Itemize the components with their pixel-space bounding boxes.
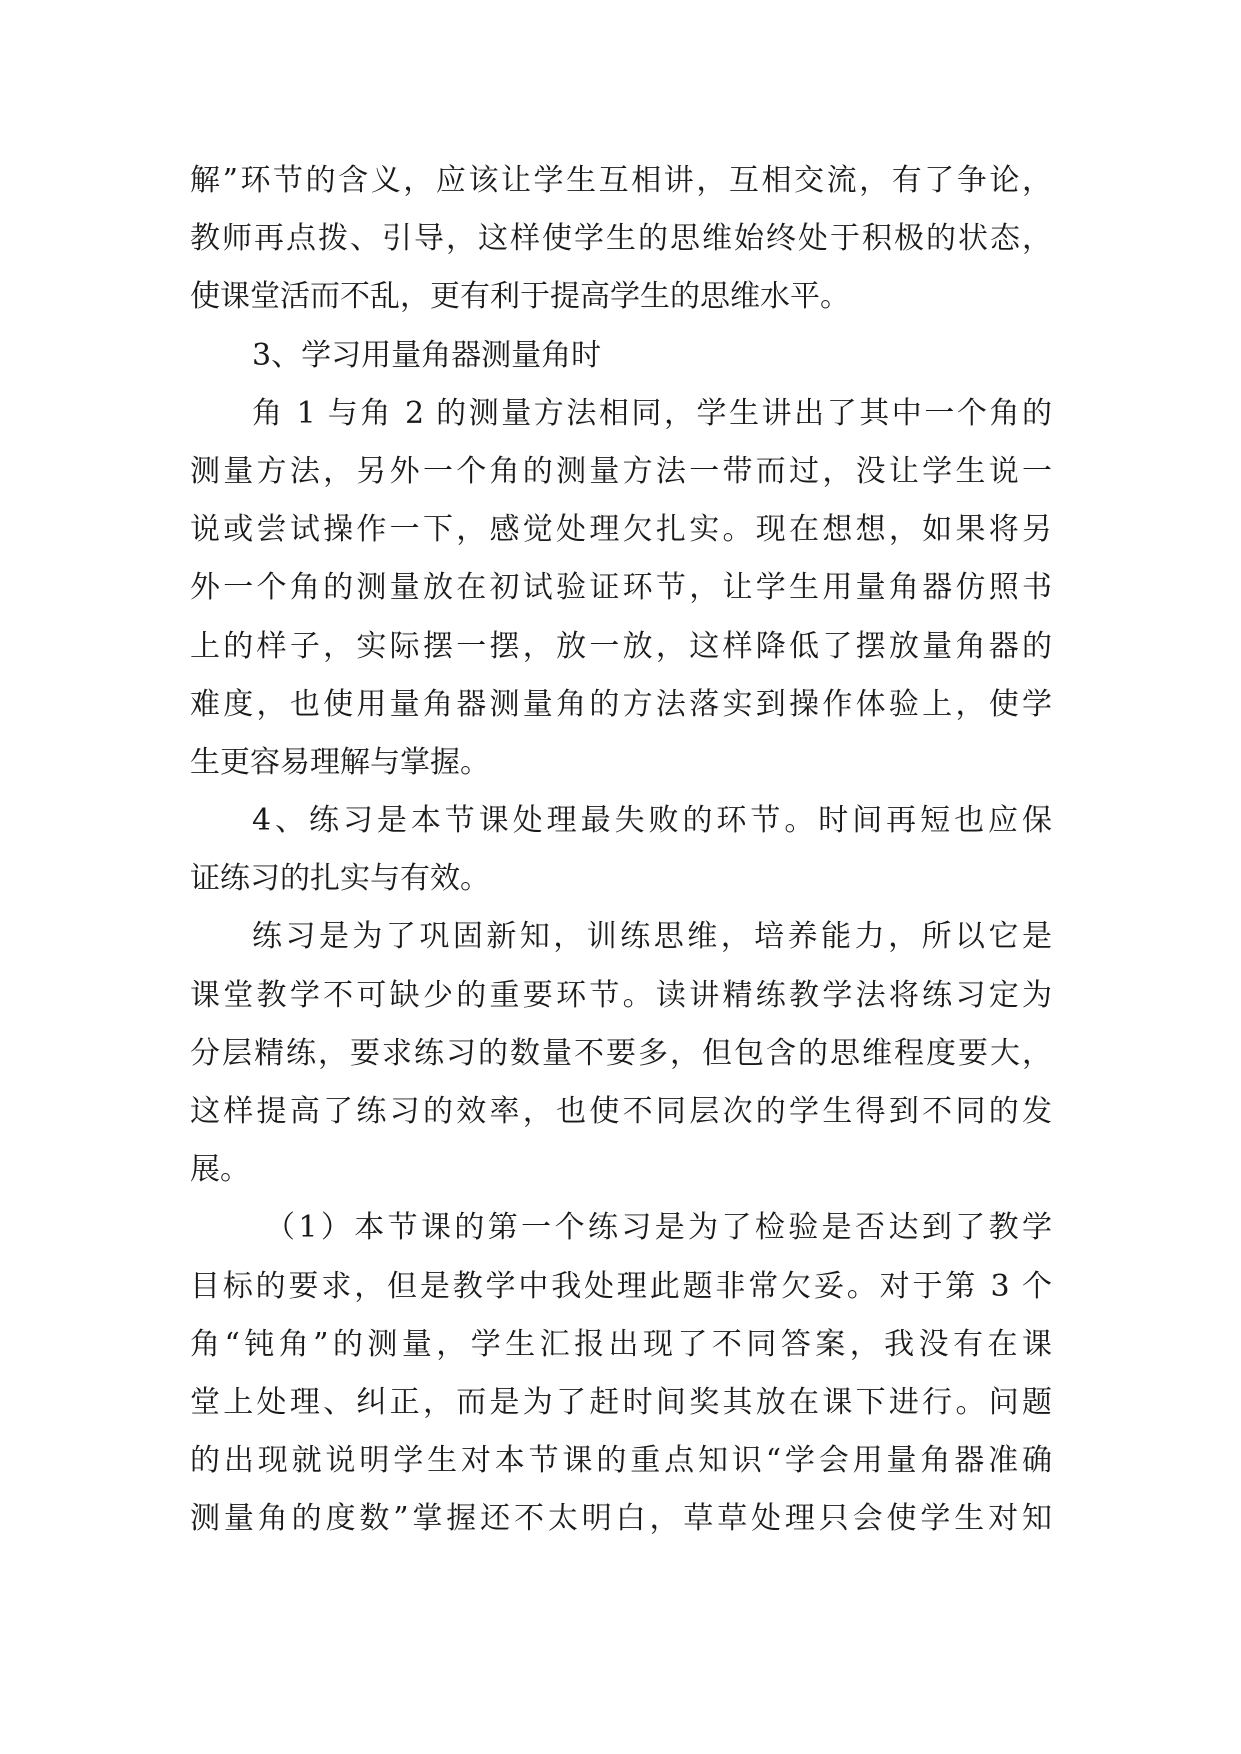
text-line: 解”环节的含义，应该让学生互相讲，互相交流，有了争论，	[190, 163, 1052, 198]
text-line: 角“钝角”的测量，学生汇报出现了不同答案，我没有在课	[190, 1326, 1052, 1362]
text-line: 测量角的度数”掌握还不太明白，草草处理只会使学生对知	[190, 1501, 1052, 1537]
text-line: 教师再点拨、引导，这样使学生的思维始终处于积极的状态，	[190, 221, 1052, 257]
text-line: 上的样子，实际摆一摆，放一放，这样降低了摆放量角器的	[190, 628, 1052, 664]
text-line: 角 1 与角 2 的测量方法相同，学生讲出了其中一个角的	[252, 395, 1052, 431]
text-line: 分层精练，要求练习的数量不要多，但包含的思维程度要大，	[190, 1035, 1052, 1071]
text-line: 练习是为了巩固新知，训练思维，培养能力，所以它是	[252, 919, 1052, 955]
text-line: （1）本节课的第一个练习是为了检验是否达到了教学	[265, 1210, 1052, 1246]
text-line: 堂上处理、纠正，而是为了赶时间奖其放在课下进行。问题	[190, 1384, 1052, 1420]
body-text	[190, 152, 1052, 1549]
text-line: 的出现就说明学生对本节课的重点知识“学会用量角器准确	[190, 1443, 1052, 1479]
text-line: 证练习的扎实与有效。	[190, 861, 490, 897]
text-line: 这样提高了练习的效率，也使不同层次的学生得到不同的发	[190, 1094, 1052, 1129]
text-line: 生更容易理解与掌握。	[190, 744, 490, 780]
text-line: 使课堂活而不乱，更有利于提高学生的思维水平。	[190, 279, 850, 315]
text-line: 外一个角的测量放在初试验证环节，让学生用量角器仿照书	[190, 570, 1052, 606]
text-line: 展。	[190, 1152, 250, 1188]
text-line: 课堂教学不可缺少的重要环节。读讲精练教学法将练习定为	[190, 977, 1052, 1013]
text-line: 目标的要求，但是教学中我处理此题非常欠妥。对于第 3 个	[190, 1268, 1052, 1304]
text-line: 说或尝试操作一下，感觉处理欠扎实。现在想想，如果将另	[190, 512, 1052, 548]
section-heading-3: 3、学习用量角器测量角时	[252, 337, 602, 373]
section-heading-4: 4、练习是本节课处理最失败的环节。时间再短也应保	[252, 803, 1052, 839]
text-line: 难度，也使用量角器测量角的方法落实到操作体验上，使学	[190, 686, 1052, 722]
text-line: 测量方法，另外一个角的测量方法一带而过，没让学生说一	[190, 453, 1052, 489]
